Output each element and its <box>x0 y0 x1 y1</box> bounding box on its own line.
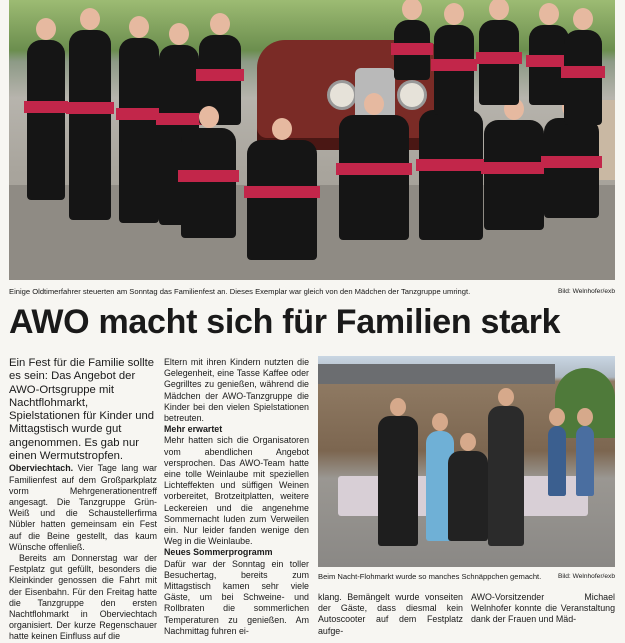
person <box>488 406 524 546</box>
dancer <box>394 20 430 80</box>
dancer <box>564 30 602 125</box>
dancer <box>27 40 65 200</box>
flea-market-photo <box>318 356 615 567</box>
dateline: Oberviechtach. <box>9 463 74 474</box>
photo-roof <box>318 364 555 384</box>
dancer <box>247 140 317 260</box>
dancer <box>419 110 483 240</box>
dancer <box>69 30 111 220</box>
caption-text: Einige Oldtimerfahrer steuerten am Sonntag das Familienfest an. Dieses Exemplar war gleich von den Mädchen der Tanzgruppe umringt. <box>9 287 471 296</box>
dancer <box>529 25 569 105</box>
article-headline: AWO macht sich für Familien stark <box>9 303 561 341</box>
paragraph-text: Vier Tage lang war Familienfest auf dem Großparkplatz vorm Mehrgenerationentreff angesagt. Die Tanzgruppe Grün-Weiß und die Schaustellerfirma Nübler hatten gemeinsam ein Fest auf die Beine gestellt, das kaum Wünsche offenließ. <box>9 463 157 552</box>
person <box>448 451 488 541</box>
top-photo <box>9 0 615 280</box>
car-headlight <box>397 80 427 110</box>
photo-credit: Bild: Welnhofer/exb <box>557 573 615 580</box>
article-lead: Ein Fest für die Familie sollte es sein: Das Angebot der AWO-Ortsgruppe mit Nachtflohmarkt, Spielstationen für Kinder und Mittagstisch wurde gut angenommen. Es gab nur einen Wermutstropfen. <box>9 357 155 463</box>
article-column-4: AWO-Vorsitzender Michael Welnhofer konnte die Veranstaltung dank der Frauen und Mäd- <box>471 592 615 625</box>
article-column-1 <box>9 357 157 643</box>
person <box>548 426 566 496</box>
dancer <box>544 118 599 218</box>
dancer <box>479 20 519 105</box>
paragraph <box>9 463 157 553</box>
dancer <box>484 120 544 230</box>
subheading: Neues Sommerprogramm <box>164 547 273 558</box>
paragraph: Mehr hatten sich die Organisatoren vom abendlichen Angebot versprochen. Das AWO-Team hatte eine tolle Weinlaube mit speziellen Lichteffekten und süffigen Weinen vorbereitet, Brotzeitplatten, weitere Leckereien und die angenehme Sommernacht luden zum Verweilen ein. Nur leider fanden wenige den Weg in die Weinlaube. <box>164 435 309 547</box>
paragraph: Dafür war der Sonntag ein toller Besuchertag, bereits zum Mittagstisch kamen sehr viele Gäste, um bei Schweine- und Rollbraten die sommerlichen Temperaturen zu genießen. Am Nachmittag fuhren ei- <box>164 558 309 636</box>
article-column-2 <box>164 357 309 637</box>
top-photo-caption <box>9 285 615 299</box>
person <box>378 416 418 546</box>
car-headlight <box>327 80 357 110</box>
person <box>576 426 594 496</box>
dancer <box>434 25 474 115</box>
photo-credit: Bild: Welnhofer/exb <box>557 288 615 295</box>
subheading: Mehr erwartet <box>164 424 223 435</box>
paragraph: Eltern mit ihren Kindern nutzten die Gelegenheit, eine Tasse Kaffee oder Gegrilltes zu genießen, während die Mädchen der AWO-Tanzgruppe die Kinder bei den vielen Spielstationen betreuten. <box>164 357 309 424</box>
dancer <box>181 128 236 238</box>
article-column-3: klang. Bemängelt wurde vonseiten der Gäste, dass diesmal kein Autoscooter auf dem Festplatz aufge- <box>318 592 463 636</box>
dancer <box>119 38 159 223</box>
paragraph: Bereits am Donnerstag war der Festplatz gut gefüllt, besonders die Kleinkinder genossen die Fahrt mit der Eisenbahn. Für den Freitag hatte die Tanzgruppe den ersten Nachtflohmarkt in Oberviechtach organisiert. Der kurze Regenschauer hatte keinen Einfluss auf die <box>9 553 157 642</box>
dancer <box>339 115 409 240</box>
caption-text: Beim Nacht-Flohmarkt wurde so manches Schnäppchen gemacht. <box>318 572 542 581</box>
flea-market-caption <box>318 571 615 583</box>
